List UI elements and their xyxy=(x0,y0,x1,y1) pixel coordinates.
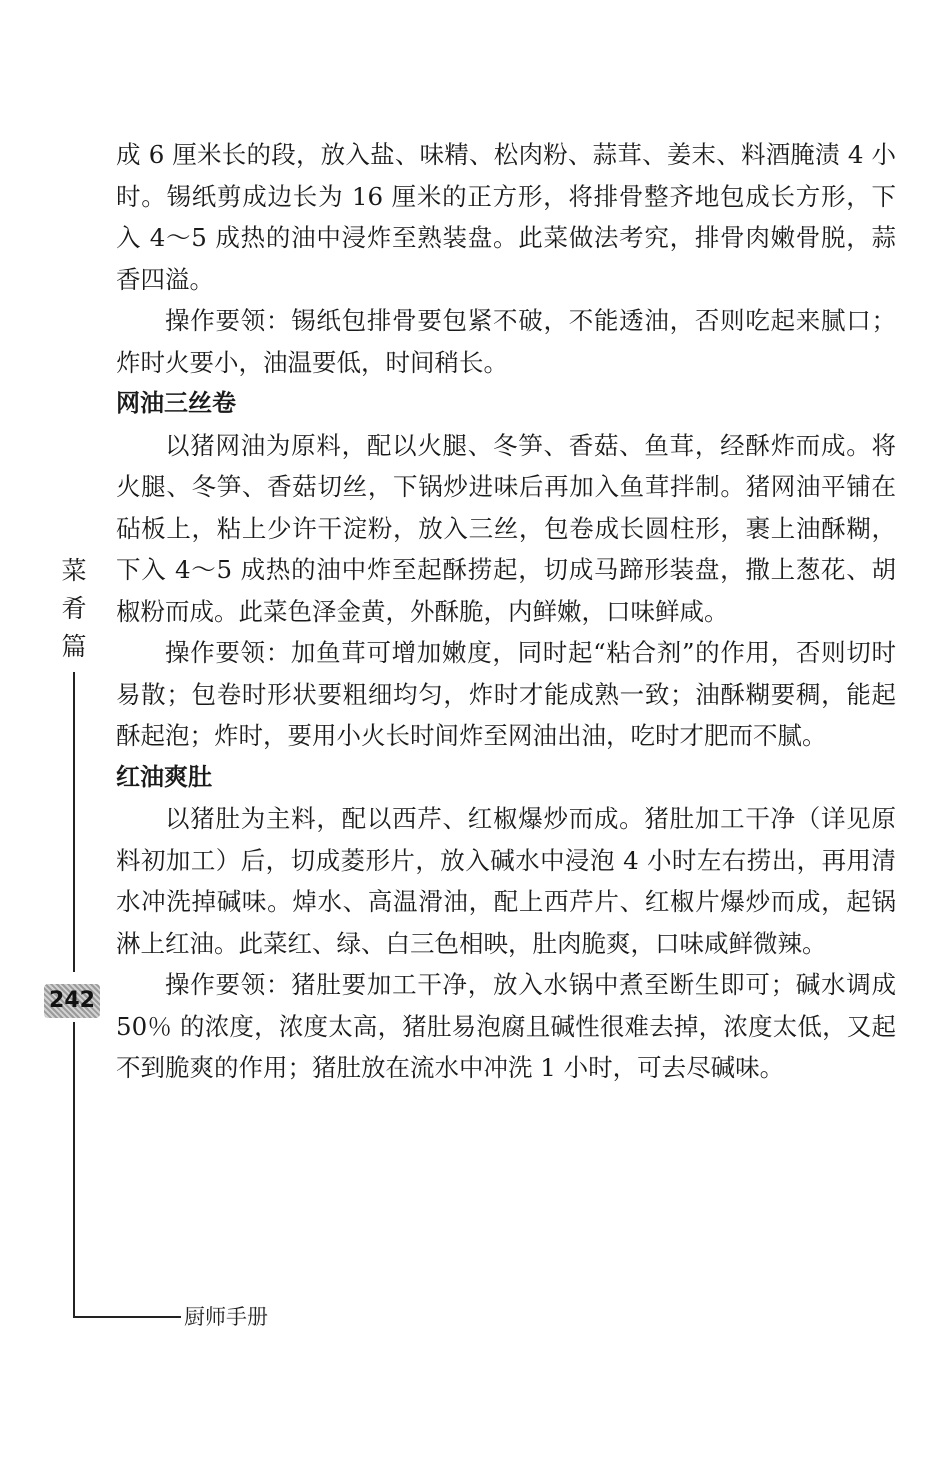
side-label-char: 肴 xyxy=(61,594,87,623)
paragraph: 以猪网油为原料，配以火腿、冬笋、香菇、鱼茸，经酥炸而成。将火腿、冬笋、香菇切丝，下锅炒进味后再加入鱼茸拌制。猪网油平铺在砧板上，粘上少许干淀粉，放入三丝，包卷成长圆柱形，裹上油酥糊，下入 4～5 成热的油中炸至起酥捞起，切成马蹄形装盘，撒上葱花、胡椒粉而成。此菜色泽金黄，外酥脆，内鲜嫩，口味鲜咸。 xyxy=(116,430,896,626)
paragraph-tips: 操作要领：猪肚要加工干净，放入水锅中煮至断生即可；碱水调成 50％ 的浓度，浓度太高，猪肚易泡腐且碱性很难去掉，浓度太低，又起不到脆爽的作用；猪肚放在流水中冲洗 1 小时，可去尽碱味。 xyxy=(116,970,896,1082)
page-number: 242 xyxy=(44,984,100,1018)
footer-rule xyxy=(73,1316,181,1318)
body-text xyxy=(116,134,896,1089)
paragraph: 成 6 厘米长的段，放入盐、味精、松肉粉、蒜茸、姜末、料酒腌渍 4 小时。锡纸剪成边长为 16 厘米的正方形，将排骨整齐地包成长方形，下入 4～5 成热的油中浸炸至熟装盘。此菜做法考究，排骨肉嫩骨脱，蒜香四溢。 xyxy=(116,140,896,294)
side-label-char: 篇 xyxy=(61,632,87,661)
margin-rule-upper xyxy=(73,672,75,972)
recipe-heading: 红油爽肚 xyxy=(116,762,212,791)
margin-rule-lower xyxy=(73,1022,75,1318)
paragraph-tips: 操作要领：锡纸包排骨要包紧不破，不能透油，否则吃起来腻口；炸时火要小，油温要低，时间稍长。 xyxy=(116,306,896,377)
section-side-label xyxy=(60,552,88,666)
side-label-char: 菜 xyxy=(61,556,87,585)
running-footer: 厨师手册 xyxy=(184,1305,268,1329)
paragraph: 以猪肚为主料，配以西芹、红椒爆炒而成。猪肚加工干净（详见原料初加工）后，切成菱形片，放入碱水中浸泡 4 小时左右捞出，再用清水冲洗掉碱味。焯水、高温滑油，配上西芹片、红椒片爆炒而成，起锅淋上红油。此菜红、绿、白三色相映，肚肉脆爽，口味咸鲜微辣。 xyxy=(116,804,896,958)
paragraph-tips: 操作要领：加鱼茸可增加嫩度，同时起“粘合剂”的作用，否则切时易散；包卷时形状要粗细均匀，炸时才能成熟一致；油酥糊要稠，能起酥起泡；炸时，要用小火长时间炸至网油出油，吃时才肥而不腻。 xyxy=(116,638,896,750)
recipe-heading: 网油三丝卷 xyxy=(116,389,236,417)
